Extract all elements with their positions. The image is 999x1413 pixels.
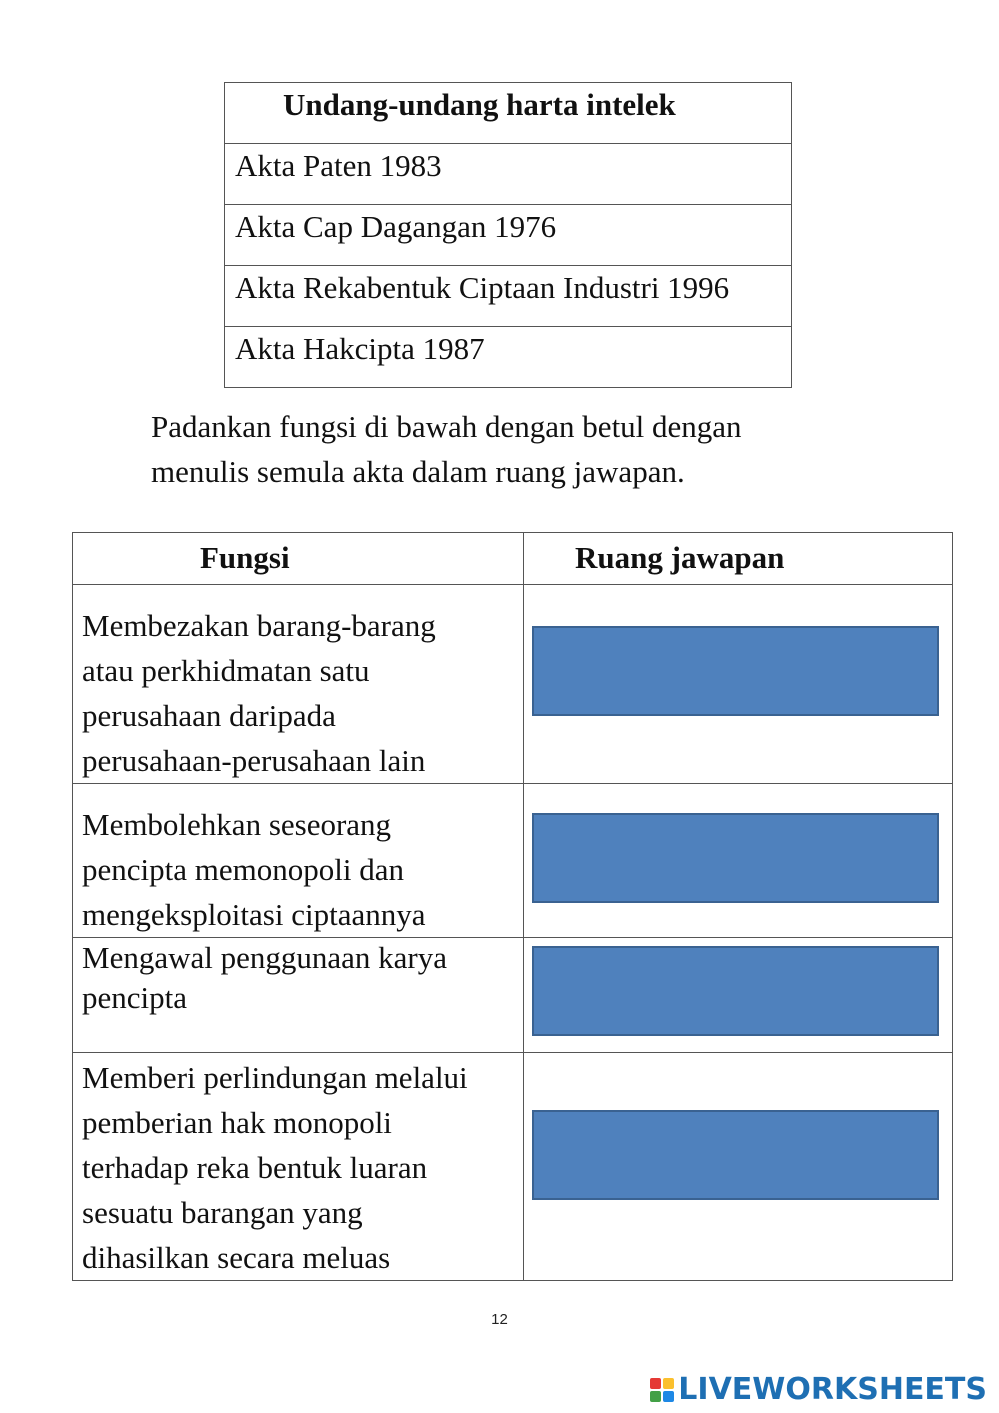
fungsi-text bbox=[73, 585, 523, 783]
fungsi-line: perusahaan-perusahaan lain bbox=[82, 743, 426, 778]
header-fungsi: Fungsi bbox=[73, 533, 524, 585]
acts-table-row bbox=[225, 205, 792, 266]
fungsi-line: atau perkhidmatan satu bbox=[82, 653, 370, 688]
logo-square-red bbox=[650, 1378, 661, 1389]
answer-input-4[interactable] bbox=[532, 1110, 939, 1200]
matching-table bbox=[72, 532, 953, 1281]
answer-cell bbox=[524, 938, 953, 1053]
logo-square-yellow bbox=[663, 1378, 674, 1389]
acts-table bbox=[224, 82, 792, 388]
answer-input-1[interactable] bbox=[532, 626, 939, 716]
acts-table-header: Undang-undang harta intelek bbox=[225, 83, 792, 144]
answer-input-2[interactable] bbox=[532, 813, 939, 903]
header-ruang-jawapan: Ruang jawapan bbox=[524, 533, 953, 585]
instruction-text bbox=[151, 404, 851, 494]
fungsi-cell bbox=[73, 784, 524, 938]
acts-table-row bbox=[225, 327, 792, 388]
fungsi-line: Memberi perlindungan melalui bbox=[82, 1060, 468, 1095]
act-item: Akta Cap Dagangan 1976 bbox=[225, 205, 792, 266]
answer-cell bbox=[524, 1053, 953, 1281]
logo-square-blue bbox=[663, 1391, 674, 1402]
fungsi-line: Membezakan barang-barang bbox=[82, 608, 436, 643]
fungsi-text bbox=[73, 1053, 523, 1280]
fungsi-line: terhadap reka bentuk luaran bbox=[82, 1150, 428, 1185]
fungsi-line: Membolehkan seseorang bbox=[82, 807, 392, 842]
answer-input-3[interactable] bbox=[532, 946, 939, 1036]
act-item: Akta Hakcipta 1987 bbox=[225, 327, 792, 388]
acts-table-header-row bbox=[225, 83, 792, 144]
fungsi-line: sesuatu barangan yang bbox=[82, 1195, 363, 1230]
fungsi-text bbox=[73, 784, 523, 937]
liveworksheets-logo bbox=[650, 1372, 987, 1407]
fungsi-line: pencipta bbox=[82, 980, 188, 1015]
page-number: 12 bbox=[491, 1311, 508, 1328]
fungsi-cell bbox=[73, 938, 524, 1053]
instruction-line: Padankan fungsi di bawah dengan betul dengan bbox=[151, 409, 742, 444]
fungsi-line: pemberian hak monopoli bbox=[82, 1105, 392, 1140]
liveworksheets-wordmark: LIVEWORKSHEETS bbox=[678, 1372, 987, 1407]
table-row bbox=[73, 585, 953, 784]
table-row bbox=[73, 1053, 953, 1281]
matching-table-header-row bbox=[73, 533, 953, 585]
fungsi-line: Mengawal penggunaan karya bbox=[82, 940, 447, 975]
acts-table-row bbox=[225, 266, 792, 327]
logo-square-green bbox=[650, 1391, 661, 1402]
fungsi-cell bbox=[73, 585, 524, 784]
fungsi-line: pencipta memonopoli dan bbox=[82, 852, 404, 887]
fungsi-line: perusahaan daripada bbox=[82, 698, 336, 733]
act-item: Akta Paten 1983 bbox=[225, 144, 792, 205]
answer-cell bbox=[524, 585, 953, 784]
fungsi-text bbox=[73, 938, 523, 1018]
fungsi-cell bbox=[73, 1053, 524, 1281]
act-item: Akta Rekabentuk Ciptaan Industri 1996 bbox=[225, 266, 792, 327]
fungsi-line: dihasilkan secara meluas bbox=[82, 1240, 391, 1275]
instruction-line: menulis semula akta dalam ruang jawapan. bbox=[151, 454, 685, 489]
answer-cell bbox=[524, 784, 953, 938]
liveworksheets-grid-icon bbox=[650, 1378, 674, 1402]
acts-table-row bbox=[225, 144, 792, 205]
table-row bbox=[73, 784, 953, 938]
table-row bbox=[73, 938, 953, 1053]
fungsi-line: mengeksploitasi ciptaannya bbox=[82, 897, 426, 932]
